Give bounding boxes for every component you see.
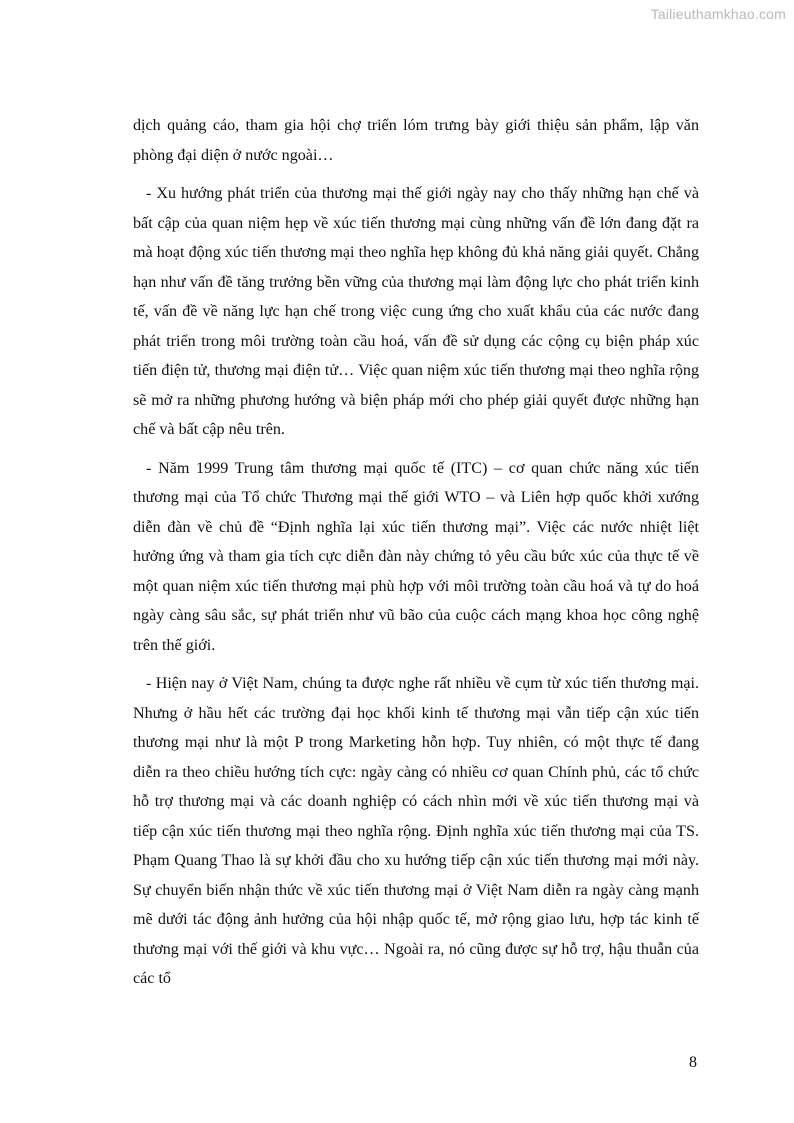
paragraph-continuation: dịch quảng cáo, tham gia hội chợ triển lóm trưng bày giới thiệu sản phẩm, lập văn phòng đại diện ở nước ngoài… — [133, 117, 699, 164]
watermark-text: Tailieuthamkhao.com — [650, 6, 786, 22]
paragraph-itc-1999: - Năm 1999 Trung tâm thương mại quốc tế (ITC) – cơ quan chức năng xúc tiến thương mại của Tổ chức Thương mại thế giới WTO – và Liên hợp quốc khởi xướng diễn đàn về chủ đề “Định nghĩa lại xúc tiến thương mại”. Việc các nước nhiệt liệt hưởng ứng và tham gia tích cực diễn đàn này chứng tỏ yêu cầu bức xúc của thực tế về một quan niệm xúc tiến thương mại phù hợp với môi trường toàn cầu hoá và tự do hoá ngày càng sâu sắc, sự phát triển như vũ bão của cuộc cách mạng khoa học công nghệ trên thế giới. — [133, 459, 699, 654]
document-body — [133, 111, 699, 994]
paragraph-trade-trend: - Xu hướng phát triển của thương mại thế giới ngày nay cho thấy những hạn chế và bất cập của quan niệm hẹp về xúc tiến thương mại cùng những vấn đề lớn đang đặt ra mà hoạt động xúc tiến thương mại theo nghĩa hẹp không đủ khả năng giải quyết. Chẳng hạn như vấn đề tăng trưởng bền vững của thương mại làm động lực cho phát triển kinh tế, vấn đề về năng lực hạn chế trong việc cung ứng cho xuất khẩu của các nước đang phát triển trong môi trường toàn cầu hoá, vấn đề sử dụng các cộng cụ biện pháp xúc tiến điện tử, thương mại điện tử… Việc quan niệm xúc tiến thương mại theo nghĩa rộng sẽ mở ra những phương hướng và biện pháp mới cho phép giải quyết được những hạn chế và bất cập nêu trên. — [133, 185, 699, 438]
paragraph-vietnam: - Hiện nay ở Việt Nam, chúng ta được nghe rất nhiều về cụm từ xúc tiến thương mại. Nhưng ở hầu hết các trường đại học khối kinh tế thương mại vẫn tiếp cận xúc tiến thương mại như là một P trong Marketing hỗn hợp. Tuy nhiên, có một thực tế đang diễn ra theo chiều hướng tích cực: ngày càng có nhiều cơ quan Chính phủ, các tổ chức hỗ trợ thương mại và các doanh nghiệp có cách nhìn mới về xúc tiến thương mại và tiếp cận xúc tiến thương mại theo nghĩa rộng. Định nghĩa xúc tiến thương mại của TS. Phạm Quang Thao là sự khởi đầu cho xu hướng tiếp cận xúc tiến thương mại mới này. Sự chuyển biến nhận thức về xúc tiến thương mại ở Việt Nam diễn ra ngày càng mạnh mẽ dưới tác động ảnh hưởng của hội nhập quốc tế, mở rộng giao lưu, hợp tác kinh tế thương mại với thế giới và khu vực… Ngoài ra, nó cũng được sự hỗ trợ, hậu thuẫn của các tổ — [133, 675, 699, 987]
page-number: 8 — [689, 1054, 697, 1071]
